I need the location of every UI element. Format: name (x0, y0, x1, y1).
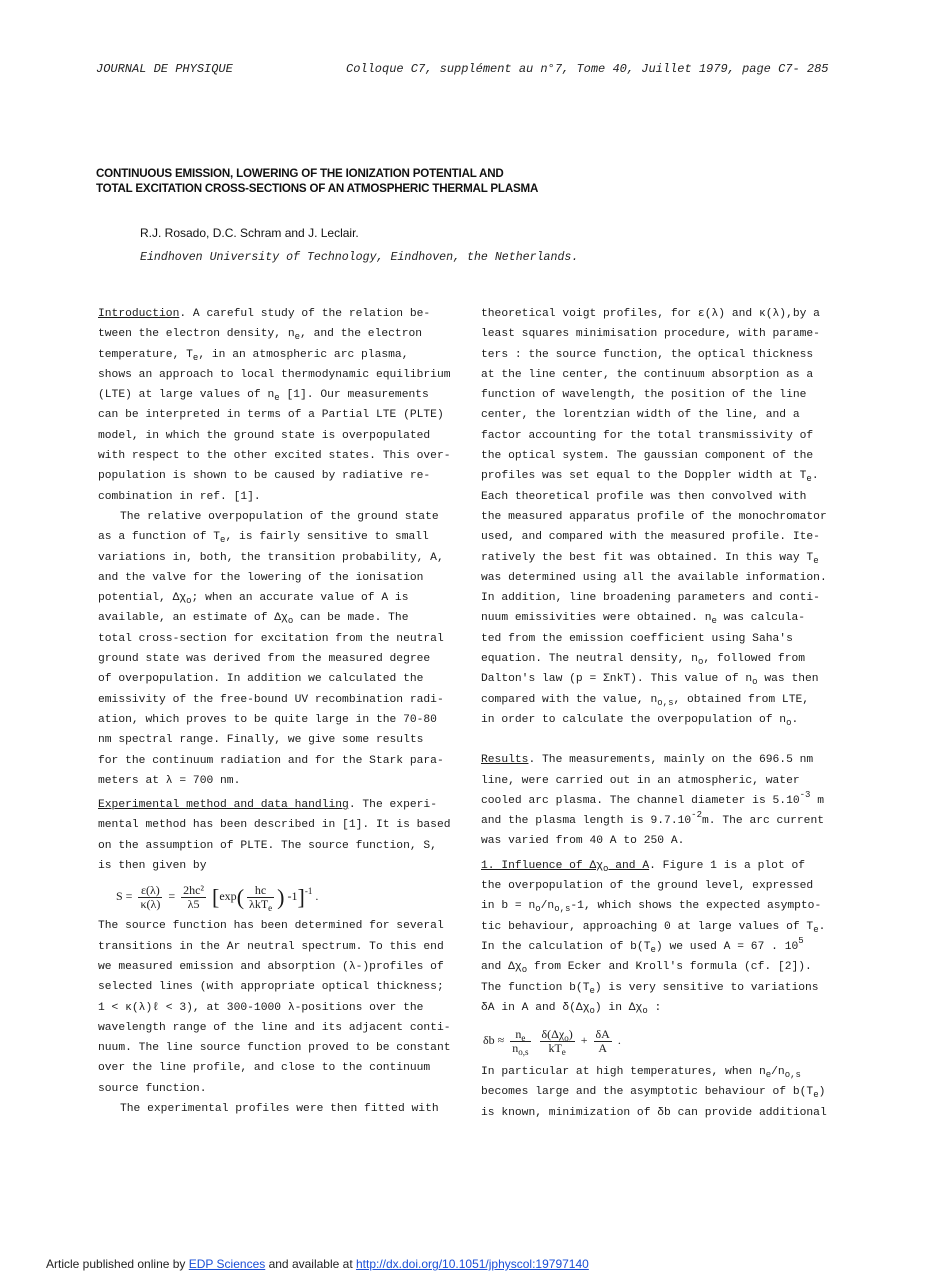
text-line: line, were carried out in an atmospheric, water (481, 774, 800, 787)
text-line: least squares minimisation procedure, with parame- (481, 328, 820, 341)
text-line: over the line profile, and close to the continuum (98, 1062, 431, 1075)
text-line: The source function has been determined for several (98, 920, 444, 933)
text-line: model, in which the ground state is overpopulated (98, 429, 431, 442)
text-line: of overpopulation. In addition we calculated the (98, 673, 424, 686)
text-line: wavelength range of the line and its adjacent conti- (98, 1021, 451, 1034)
text-line: ratively the best fit was obtained. In this way $T_e$ (481, 551, 819, 566)
text-line: as a function of $T_e$, is fairly sensitive to small (98, 531, 429, 546)
text-line: potential, $\Delta\chi_o$; when an accurate value of A is (98, 592, 409, 607)
title-line-1: CONTINUOUS EMISSION, LOWERING OF THE IONIZATION POTENTIAL AND (96, 167, 504, 180)
text-line: 1 < κ(λ)ℓ < 3), at 300-1000 λ-positions over the (98, 1001, 424, 1014)
text-line: equation. The neutral density, $n_o$, followed from (481, 653, 806, 668)
text-line: nuum. The line source function proved to be constant (98, 1042, 451, 1055)
equation-delta-b: δb ≈ $\frac{n_e}{n_{o,s}}$ $\frac{\delta(\Delta\chi_o)}{kT_e}$ + $\frac{\delta A}{A}$ . (483, 1026, 621, 1057)
text-line: In particular at high temperatures, when $n_e/n_{o,s}$ (481, 1066, 801, 1081)
text-line: 1. Influence of $\Delta\chi_o$ and A. Figure 1 is a plot of (481, 859, 806, 874)
text-line: in $b = n_o/n_{o,s}-1$, which shows the expected asympto- (481, 900, 822, 915)
text-line: available, an estimate of $\Delta\chi_o$ can be made. The (98, 612, 409, 627)
text-line: is known, minimization of δb can provide additional (481, 1106, 827, 1119)
text-line: nm spectral range. Finally, we give some results (98, 734, 424, 747)
authors: R.J. Rosado, D.C. Schram and J. Leclair. (140, 226, 359, 240)
text-line: The experimental profiles were then fitted with (120, 1102, 439, 1115)
text-line: meters at λ = 700 nm. (98, 774, 241, 787)
text-line: becomes large and the asymptotic behaviour of $b(T_e)$ (481, 1086, 826, 1101)
text-line: variations in, both, the transition probability, A, (98, 551, 444, 564)
text-line: tic behaviour, approaching 0 at large values of $T_e$. (481, 920, 826, 935)
text-line: Dalton's law (p = ΣnkT). This value of $n_o$ was then (481, 673, 819, 688)
text-line: with respect to the other excited states. This over- (98, 450, 451, 463)
text-line: was determined using all the available information. (481, 571, 827, 584)
text-line: ted from the emission coefficient using Saha's (481, 632, 793, 645)
text-line: the optical system. The gaussian component of the (481, 450, 814, 463)
text-line: selected lines (with appropriate optical thickness; (98, 981, 444, 994)
text-line: In the calculation of $b(T_e)$ we used A = 67 . $10^5$ (481, 935, 804, 955)
text-line: tween the electron density, $n_e$, and the electron (98, 328, 423, 343)
text-line: nuum emissivities were obtained. $n_e$ was calcula- (481, 612, 806, 627)
text-line: the measured apparatus profile of the monochromator (481, 510, 827, 523)
text-line: transitions in the Ar neutral spectrum. To this end (98, 940, 444, 953)
text-line: emissivity of the free-bound UV recombination radi- (98, 693, 444, 706)
text-line: Each theoretical profile was then convolved with (481, 490, 807, 503)
text-line: shows an approach to local thermodynamic equilibrium (98, 368, 451, 381)
text-line: the overpopulation of the ground level, expressed (481, 880, 814, 893)
text-line: can be interpreted in terms of a Partial LTE (PLTE) (98, 409, 444, 422)
text-line: theoretical voigt profiles, for ε(λ) and κ(λ),by a (481, 308, 820, 320)
affiliation: Eindhoven University of Technology, Eindhoven, the Netherlands. (140, 251, 579, 264)
section-heading-results: Results (481, 754, 529, 767)
text-line: we measured emission and absorption (λ-)profiles of (98, 960, 444, 973)
text-line: population is shown to be caused by radiative re- (98, 470, 431, 483)
text-line: and $\Delta\chi_o$ from Ecker and Kroll's formula (cf. [2]). (481, 961, 812, 976)
text-line: was varied from 40 A to 250 A. (481, 835, 685, 848)
text-line: δA in A and $\delta(\Delta\chi_o)$ in $\Delta\chi_o$ : (481, 1001, 662, 1016)
text-line: Introduction. A careful study of the relation be- (98, 308, 431, 320)
text-line: used, and compared with the measured profile. Ite- (481, 531, 820, 544)
text-line: temperature, $T_e$, in an atmospheric arc plasma, (98, 348, 409, 363)
text-line: The relative overpopulation of the ground state (120, 510, 439, 523)
text-line: at the line center, the continuum absorption as a (481, 368, 814, 381)
text-line: Results. The measurements, mainly on the 696.5 nm (481, 754, 814, 767)
text-line: Experimental method and data handling. The experi- (98, 799, 437, 812)
text-line: total cross-section for excitation from the neutral (98, 632, 444, 645)
footer-text: Article published online by (46, 1257, 189, 1271)
text-line: and the valve for the lowering of the ionisation (98, 571, 424, 584)
doi-link[interactable]: http://dx.doi.org/10.1051/jphyscol:19797140 (355, 1257, 589, 1271)
text-line: ters : the source function, the optical thickness (481, 348, 814, 361)
text-line: on the assumption of PLTE. The source function, S, (98, 839, 437, 852)
text-line: source function. (98, 1082, 207, 1095)
section-heading-introduction: Introduction (98, 308, 180, 320)
issue-info: Colloque C7, supplément au n°7, Tome 40, Juillet 1979, page C7- 285 (346, 62, 829, 76)
edp-sciences-link[interactable]: EDP Sciences (188, 1257, 266, 1271)
text-line: mental method has been described in [1]. It is based (98, 819, 451, 832)
text-line: (LTE) at large values of $n_e$ [1]. Our measurements (98, 389, 429, 404)
text-line: The function $b(T_e)$ is very sensitive to variations (481, 981, 819, 996)
text-line: ground state was derived from the measured degree (98, 653, 431, 666)
text-line: cooled arc plasma. The channel diameter is $5.10^{-3}$ m (481, 789, 824, 807)
footer-publication-note (46, 1257, 589, 1271)
text-line: combination in ref. [1]. (98, 490, 261, 503)
section-heading-experimental: Experimental method and data handling (98, 799, 349, 812)
title-line-2: TOTAL EXCITATION CROSS-SECTIONS OF AN ATMOSPHERIC THERMAL PLASMA (96, 182, 539, 195)
section-heading-influence: 1. Influence of $\Delta\chi_o$ and A (481, 859, 650, 874)
text-line: for the continuum radiation and for the Stark para- (98, 754, 444, 767)
text-line: is then given by (98, 860, 207, 873)
footer-text: and available at (265, 1257, 356, 1271)
text-line: and the plasma length is $9.7.10^{-2}m$. The arc current (481, 810, 825, 828)
paper-title (96, 166, 716, 196)
text-line: factor accounting for the total transmissivity of (481, 429, 814, 442)
text-line: profiles was set equal to the Doppler width at $T_e$. (481, 470, 819, 485)
text-line: function of wavelength, the position of the line (481, 389, 807, 402)
text-line: ation, which proves to be quite large in the 70-80 (98, 713, 437, 726)
journal-name: JOURNAL DE PHYSIQUE (96, 62, 233, 76)
text-line: compared with the value, $n_{o,s}$, obtained from LTE, (481, 693, 810, 708)
text-line: In addition, line broadening parameters and conti- (481, 592, 820, 605)
equation-source-function: S = $\frac{\varepsilon(\lambda)}{\kappa(\lambda)}$ = $\frac{\text{2hc²}}{\lambda 5}$ [exp( $\frac{hc}{\lambda kT_e}$ ) -1]$^{-1}$ . (116, 883, 319, 914)
right-column (481, 304, 841, 1123)
left-column (98, 304, 458, 1119)
text-line: in order to calculate the overpopulation of $n_o$. (481, 713, 799, 728)
text-line: center, the lorentzian width of the line, and a (481, 409, 800, 422)
